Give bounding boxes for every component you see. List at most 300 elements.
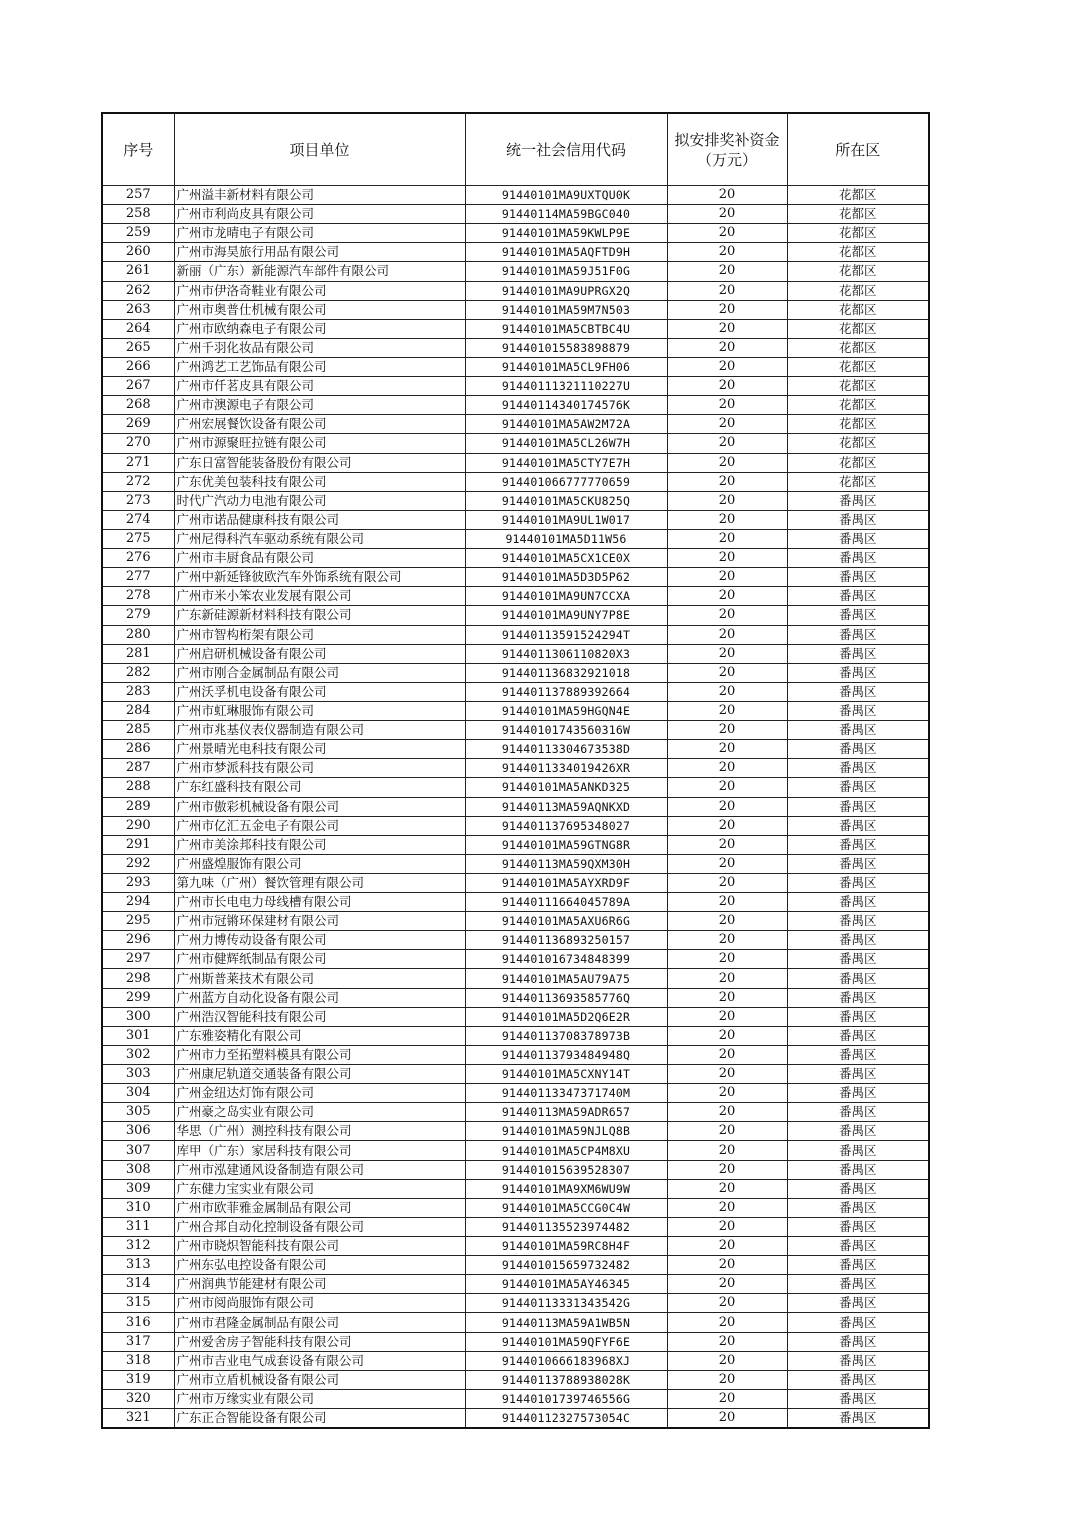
table-row — [102, 338, 929, 357]
table-row — [102, 510, 929, 529]
award-amount-cell: 20 — [667, 262, 787, 281]
serial-number-cell: 266 — [102, 357, 174, 376]
serial-number-cell: 308 — [102, 1160, 174, 1179]
serial-number-cell: 265 — [102, 338, 174, 357]
credit-code-cell: 914401015659732482 — [465, 1256, 667, 1275]
table-row — [102, 1313, 929, 1332]
award-amount-cell: 20 — [667, 950, 787, 969]
header-award-amount-line1: 拟安排奖补资金 — [674, 130, 780, 149]
district-cell: 花都区 — [787, 338, 929, 357]
project-unit-cell: 广州市利尚皮具有限公司 — [174, 205, 465, 224]
award-amount-cell: 20 — [667, 606, 787, 625]
serial-number-cell: 270 — [102, 434, 174, 453]
serial-number-cell: 274 — [102, 510, 174, 529]
serial-number-cell: 295 — [102, 912, 174, 931]
project-unit-cell: 广州市虹琳服饰有限公司 — [174, 701, 465, 720]
award-amount-cell: 20 — [667, 434, 787, 453]
table-row — [102, 1103, 929, 1122]
table-row — [102, 1389, 929, 1408]
table-row — [102, 835, 929, 854]
credit-code-cell: 91440111664045789A — [465, 893, 667, 912]
project-unit-cell: 广州合邦自动化控制设备有限公司 — [174, 1217, 465, 1236]
table-row — [102, 1370, 929, 1389]
serial-number-cell: 297 — [102, 950, 174, 969]
serial-number-cell: 312 — [102, 1237, 174, 1256]
serial-number-cell: 263 — [102, 300, 174, 319]
project-unit-cell: 广州市丰厨食品有限公司 — [174, 549, 465, 568]
project-unit-cell: 广州市欧菲雅金属制品有限公司 — [174, 1198, 465, 1217]
table-row — [102, 1045, 929, 1064]
district-cell: 番禺区 — [787, 1045, 929, 1064]
credit-code-cell: 91440114MA59BGC040 — [465, 205, 667, 224]
award-list-table — [101, 112, 930, 1429]
table-row — [102, 1256, 929, 1275]
district-cell: 番禺区 — [787, 1256, 929, 1275]
credit-code-cell: 91440113MA59ADR657 — [465, 1103, 667, 1122]
project-unit-cell: 广州金纽达灯饰有限公司 — [174, 1084, 465, 1103]
project-unit-cell: 广州启研机械设备有限公司 — [174, 644, 465, 663]
district-cell: 番禺区 — [787, 854, 929, 873]
project-unit-cell: 广州浩汉智能科技有限公司 — [174, 1007, 465, 1026]
district-cell: 番禺区 — [787, 1103, 929, 1122]
district-cell: 花都区 — [787, 396, 929, 415]
table-row — [102, 682, 929, 701]
table-row — [102, 205, 929, 224]
table-row — [102, 950, 929, 969]
table-row — [102, 625, 929, 644]
project-unit-cell: 广州市立盾机械设备有限公司 — [174, 1370, 465, 1389]
district-cell: 花都区 — [787, 415, 929, 434]
district-cell: 番禺区 — [787, 1217, 929, 1236]
credit-code-cell: 91440101MA9UXTQU0K — [465, 186, 667, 205]
award-amount-cell: 20 — [667, 205, 787, 224]
district-cell: 番禺区 — [787, 969, 929, 988]
serial-number-cell: 294 — [102, 893, 174, 912]
project-unit-cell: 广州市海昊旅行用品有限公司 — [174, 243, 465, 262]
credit-code-cell: 91440113788938028K — [465, 1370, 667, 1389]
project-unit-cell: 广州市冠锵环保建材有限公司 — [174, 912, 465, 931]
table-row — [102, 587, 929, 606]
table-row — [102, 1141, 929, 1160]
district-cell: 番禺区 — [787, 1332, 929, 1351]
district-cell: 番禺区 — [787, 529, 929, 548]
project-unit-cell: 广州沃孚机电设备有限公司 — [174, 682, 465, 701]
credit-code-cell: 914401016734848399 — [465, 950, 667, 969]
table-row — [102, 396, 929, 415]
credit-code-cell: 91440113347371740M — [465, 1084, 667, 1103]
district-cell: 番禺区 — [787, 1122, 929, 1141]
project-unit-cell: 广州市智构桁架有限公司 — [174, 625, 465, 644]
serial-number-cell: 303 — [102, 1065, 174, 1084]
district-cell: 番禺区 — [787, 1141, 929, 1160]
district-cell: 番禺区 — [787, 1351, 929, 1370]
award-amount-cell: 20 — [667, 243, 787, 262]
serial-number-cell: 288 — [102, 778, 174, 797]
credit-code-cell: 91440101MA5D11W56 — [465, 529, 667, 548]
table-row — [102, 778, 929, 797]
serial-number-cell: 317 — [102, 1332, 174, 1351]
district-cell: 番禺区 — [787, 510, 929, 529]
district-cell: 番禺区 — [787, 1160, 929, 1179]
table-row — [102, 759, 929, 778]
table-row — [102, 472, 929, 491]
table-row — [102, 873, 929, 892]
district-cell: 番禺区 — [787, 1237, 929, 1256]
project-unit-cell: 广州爱舍房子智能科技有限公司 — [174, 1332, 465, 1351]
table-row — [102, 243, 929, 262]
serial-number-cell: 301 — [102, 1026, 174, 1045]
district-cell: 花都区 — [787, 281, 929, 300]
table-row — [102, 529, 929, 548]
table-row — [102, 1179, 929, 1198]
project-unit-cell: 广州市欧纳森电子有限公司 — [174, 319, 465, 338]
district-cell: 番禺区 — [787, 721, 929, 740]
award-amount-cell: 20 — [667, 1122, 787, 1141]
table-row — [102, 644, 929, 663]
project-unit-cell: 广州市奥普仕机械有限公司 — [174, 300, 465, 319]
project-unit-cell: 广州千羽化妆品有限公司 — [174, 338, 465, 357]
project-unit-cell: 广州鸿艺工艺饰品有限公司 — [174, 357, 465, 376]
serial-number-cell: 291 — [102, 835, 174, 854]
award-amount-cell: 20 — [667, 663, 787, 682]
table-row — [102, 491, 929, 510]
table-row — [102, 1026, 929, 1045]
award-amount-cell: 20 — [667, 988, 787, 1007]
credit-code-cell: 91440101MA5CKU825Q — [465, 491, 667, 510]
award-amount-cell: 20 — [667, 931, 787, 950]
credit-code-cell: 91440101MA5CL9FH06 — [465, 357, 667, 376]
serial-number-cell: 272 — [102, 472, 174, 491]
credit-code-cell: 91440101MA59QFYF6E — [465, 1332, 667, 1351]
district-cell: 番禺区 — [787, 568, 929, 587]
credit-code-cell: 91440101MA5AQFTD9H — [465, 243, 667, 262]
award-amount-cell: 20 — [667, 224, 787, 243]
table-row — [102, 1160, 929, 1179]
award-amount-cell: 20 — [667, 396, 787, 415]
serial-number-cell: 315 — [102, 1294, 174, 1313]
credit-code-cell: 91440113591524294T — [465, 625, 667, 644]
project-unit-cell: 广州市仟茗皮具有限公司 — [174, 377, 465, 396]
credit-code-cell: 91440113793484948Q — [465, 1045, 667, 1064]
award-amount-cell: 20 — [667, 300, 787, 319]
project-unit-cell: 广州市吉业电气成套设备有限公司 — [174, 1351, 465, 1370]
district-cell: 番禺区 — [787, 1198, 929, 1217]
credit-code-cell: 91440101MA9UPRGX2Q — [465, 281, 667, 300]
award-amount-cell: 20 — [667, 701, 787, 720]
credit-code-cell: 91440101MA5D2Q6E2R — [465, 1007, 667, 1026]
district-cell: 番禺区 — [787, 1294, 929, 1313]
award-amount-cell: 20 — [667, 778, 787, 797]
serial-number-cell: 280 — [102, 625, 174, 644]
credit-code-cell: 914401137695348027 — [465, 816, 667, 835]
credit-code-cell: 91440101MA9XM6WU9W — [465, 1179, 667, 1198]
credit-code-cell: 91440101MA5CBTBC4U — [465, 319, 667, 338]
credit-code-cell: 91440101MA5CTY7E7H — [465, 453, 667, 472]
credit-code-cell: 914401015639528307 — [465, 1160, 667, 1179]
credit-code-cell: 91440101MA5AU79A75 — [465, 969, 667, 988]
district-cell: 花都区 — [787, 434, 929, 453]
project-unit-cell: 广州市万缘实业有限公司 — [174, 1389, 465, 1408]
district-cell: 番禺区 — [787, 816, 929, 835]
credit-code-cell: 91440113MA59A1WB5N — [465, 1313, 667, 1332]
table-row — [102, 415, 929, 434]
serial-number-cell: 260 — [102, 243, 174, 262]
serial-number-cell: 313 — [102, 1256, 174, 1275]
credit-code-cell: 91440101MA5AXU6R6G — [465, 912, 667, 931]
credit-code-cell: 91440101MA5CX1CE0X — [465, 549, 667, 568]
credit-code-cell: 91440101MA5CCG0C4W — [465, 1198, 667, 1217]
table-header-row — [102, 113, 929, 186]
table-row — [102, 357, 929, 376]
credit-code-cell: 91440101743560316W — [465, 721, 667, 740]
project-unit-cell: 广州市澳源电子有限公司 — [174, 396, 465, 415]
district-cell: 番禺区 — [787, 1370, 929, 1389]
district-cell: 番禺区 — [787, 1084, 929, 1103]
table-row — [102, 663, 929, 682]
award-amount-cell: 20 — [667, 1007, 787, 1026]
award-amount-cell: 20 — [667, 549, 787, 568]
district-cell: 番禺区 — [787, 701, 929, 720]
award-amount-cell: 20 — [667, 1351, 787, 1370]
serial-number-cell: 309 — [102, 1179, 174, 1198]
project-unit-cell: 广东健力宝实业有限公司 — [174, 1179, 465, 1198]
project-unit-cell: 广州市泓建通风设备制造有限公司 — [174, 1160, 465, 1179]
credit-code-cell: 91440101MA59J51F0G — [465, 262, 667, 281]
project-unit-cell: 广州润典节能建材有限公司 — [174, 1275, 465, 1294]
credit-code-cell: 914401137889392664 — [465, 682, 667, 701]
award-amount-cell: 20 — [667, 338, 787, 357]
district-cell: 花都区 — [787, 205, 929, 224]
project-unit-cell: 广东新硅源新材料科技有限公司 — [174, 606, 465, 625]
district-cell: 花都区 — [787, 224, 929, 243]
project-unit-cell: 广东优美包装科技有限公司 — [174, 472, 465, 491]
table-row — [102, 893, 929, 912]
serial-number-cell: 259 — [102, 224, 174, 243]
district-cell: 花都区 — [787, 243, 929, 262]
credit-code-cell: 91440101MA5CP4M8XU — [465, 1141, 667, 1160]
district-cell: 花都区 — [787, 186, 929, 205]
credit-code-cell: 91440101MA5AW2M72A — [465, 415, 667, 434]
project-unit-cell: 华思（广州）测控科技有限公司 — [174, 1122, 465, 1141]
serial-number-cell: 275 — [102, 529, 174, 548]
credit-code-cell: 91440101MA59RC8H4F — [465, 1237, 667, 1256]
serial-number-cell: 318 — [102, 1351, 174, 1370]
credit-code-cell: 91440113304673538D — [465, 740, 667, 759]
project-unit-cell: 广州市亿汇五金电子有限公司 — [174, 816, 465, 835]
project-unit-cell: 广州宏展餐饮设备有限公司 — [174, 415, 465, 434]
award-amount-cell: 20 — [667, 472, 787, 491]
header-credit-code: 统一社会信用代码 — [465, 113, 667, 186]
award-amount-cell: 20 — [667, 510, 787, 529]
serial-number-cell: 281 — [102, 644, 174, 663]
award-amount-cell: 20 — [667, 529, 787, 548]
project-unit-cell: 广州市君隆金属制品有限公司 — [174, 1313, 465, 1332]
serial-number-cell: 269 — [102, 415, 174, 434]
serial-number-cell: 319 — [102, 1370, 174, 1389]
serial-number-cell: 298 — [102, 969, 174, 988]
award-amount-cell: 20 — [667, 1332, 787, 1351]
award-amount-cell: 20 — [667, 1026, 787, 1045]
district-cell: 番禺区 — [787, 549, 929, 568]
table-row — [102, 969, 929, 988]
serial-number-cell: 257 — [102, 186, 174, 205]
district-cell: 番禺区 — [787, 1313, 929, 1332]
table-row — [102, 740, 929, 759]
district-cell: 番禺区 — [787, 491, 929, 510]
district-cell: 番禺区 — [787, 682, 929, 701]
district-cell: 番禺区 — [787, 587, 929, 606]
award-amount-cell: 20 — [667, 1160, 787, 1179]
table-row — [102, 721, 929, 740]
header-award-amount-line2: （万元） — [696, 150, 757, 169]
credit-code-cell: 914401066777770659 — [465, 472, 667, 491]
district-cell: 番禺区 — [787, 893, 929, 912]
credit-code-cell: 91440101MA9UL1W017 — [465, 510, 667, 529]
credit-code-cell: 91440114340174576K — [465, 396, 667, 415]
project-unit-cell: 广州康尼轨道交通装备有限公司 — [174, 1065, 465, 1084]
district-cell: 番禺区 — [787, 740, 929, 759]
award-amount-cell: 20 — [667, 1179, 787, 1198]
project-unit-cell: 广州景晴光电科技有限公司 — [174, 740, 465, 759]
district-cell: 番禺区 — [787, 835, 929, 854]
credit-code-cell: 91440113693585776Q — [465, 988, 667, 1007]
district-cell: 花都区 — [787, 357, 929, 376]
serial-number-cell: 273 — [102, 491, 174, 510]
award-amount-cell: 20 — [667, 1045, 787, 1064]
credit-code-cell: 91440113708378973B — [465, 1026, 667, 1045]
serial-number-cell: 287 — [102, 759, 174, 778]
serial-number-cell: 316 — [102, 1313, 174, 1332]
table-row — [102, 568, 929, 587]
serial-number-cell: 262 — [102, 281, 174, 300]
table-row — [102, 1332, 929, 1351]
credit-code-cell: 91440101MA5CXNY14T — [465, 1065, 667, 1084]
credit-code-cell: 91440113MA59AQNKXD — [465, 797, 667, 816]
project-unit-cell: 第九味（广州）餐饮管理有限公司 — [174, 873, 465, 892]
serial-number-cell: 296 — [102, 931, 174, 950]
award-amount-cell: 20 — [667, 453, 787, 472]
award-amount-cell: 20 — [667, 186, 787, 205]
table-row — [102, 1122, 929, 1141]
credit-code-cell: 91440101MA5D3D5P62 — [465, 568, 667, 587]
award-amount-cell: 20 — [667, 625, 787, 644]
serial-number-cell: 302 — [102, 1045, 174, 1064]
project-unit-cell: 库甲（广东）家居科技有限公司 — [174, 1141, 465, 1160]
serial-number-cell: 292 — [102, 854, 174, 873]
district-cell: 番禺区 — [787, 1409, 929, 1429]
award-amount-cell: 20 — [667, 1256, 787, 1275]
table-row — [102, 1065, 929, 1084]
table-row — [102, 1084, 929, 1103]
award-amount-cell: 20 — [667, 357, 787, 376]
district-cell: 番禺区 — [787, 606, 929, 625]
serial-number-cell: 289 — [102, 797, 174, 816]
serial-number-cell: 290 — [102, 816, 174, 835]
credit-code-cell: 91440101MA5ANKD325 — [465, 778, 667, 797]
district-cell: 花都区 — [787, 262, 929, 281]
table-row — [102, 606, 929, 625]
serial-number-cell: 268 — [102, 396, 174, 415]
credit-code-cell: 91440101MA59HGQN4E — [465, 701, 667, 720]
credit-code-cell: 91440101739746556G — [465, 1389, 667, 1408]
award-amount-cell: 20 — [667, 797, 787, 816]
serial-number-cell: 261 — [102, 262, 174, 281]
serial-number-cell: 279 — [102, 606, 174, 625]
serial-number-cell: 286 — [102, 740, 174, 759]
serial-number-cell: 284 — [102, 701, 174, 720]
header-district: 所在区 — [787, 113, 929, 186]
serial-number-cell: 293 — [102, 873, 174, 892]
district-cell: 番禺区 — [787, 1389, 929, 1408]
credit-code-cell: 91440101MA59NJLQ8B — [465, 1122, 667, 1141]
project-unit-cell: 广州市米小笨农业发展有限公司 — [174, 587, 465, 606]
header-serial-number: 序号 — [102, 113, 174, 186]
district-cell: 花都区 — [787, 472, 929, 491]
credit-code-cell: 9144010666183968XJ — [465, 1351, 667, 1370]
project-unit-cell: 广州豪之岛实业有限公司 — [174, 1103, 465, 1122]
table-row — [102, 434, 929, 453]
table-row — [102, 300, 929, 319]
award-amount-cell: 20 — [667, 1198, 787, 1217]
award-amount-cell: 20 — [667, 1313, 787, 1332]
table-row — [102, 912, 929, 931]
credit-code-cell: 91440101MA5AY46345 — [465, 1275, 667, 1294]
serial-number-cell: 282 — [102, 663, 174, 682]
table-row — [102, 453, 929, 472]
award-amount-cell: 20 — [667, 873, 787, 892]
table-row — [102, 1294, 929, 1313]
award-amount-cell: 20 — [667, 587, 787, 606]
serial-number-cell: 304 — [102, 1084, 174, 1103]
district-cell: 番禺区 — [787, 778, 929, 797]
project-unit-cell: 广州市刚合金属制品有限公司 — [174, 663, 465, 682]
award-amount-cell: 20 — [667, 281, 787, 300]
credit-code-cell: 91440101MA5CL26W7H — [465, 434, 667, 453]
project-unit-cell: 广州市健辉纸制品有限公司 — [174, 950, 465, 969]
credit-code-cell: 91440101MA59M7N503 — [465, 300, 667, 319]
award-amount-cell: 20 — [667, 1103, 787, 1122]
project-unit-cell: 广州市阅尚服饰有限公司 — [174, 1294, 465, 1313]
credit-code-cell: 914401136832921018 — [465, 663, 667, 682]
serial-number-cell: 267 — [102, 377, 174, 396]
project-unit-cell: 广州市源聚旺拉链有限公司 — [174, 434, 465, 453]
project-unit-cell: 广东日富智能装备股份有限公司 — [174, 453, 465, 472]
award-amount-cell: 20 — [667, 854, 787, 873]
table-row — [102, 377, 929, 396]
award-amount-cell: 20 — [667, 893, 787, 912]
district-cell: 番禺区 — [787, 1275, 929, 1294]
credit-code-cell: 914401135523974482 — [465, 1217, 667, 1236]
table-row — [102, 1409, 929, 1429]
serial-number-cell: 283 — [102, 682, 174, 701]
project-unit-cell: 广州市傲彩机械设备有限公司 — [174, 797, 465, 816]
credit-code-cell: 91440113MA59QXM30H — [465, 854, 667, 873]
district-cell: 番禺区 — [787, 950, 929, 969]
project-unit-cell: 广州市晓炽智能科技有限公司 — [174, 1237, 465, 1256]
district-cell: 番禺区 — [787, 931, 929, 950]
credit-code-cell: 91440101MA59KWLP9E — [465, 224, 667, 243]
table-row — [102, 931, 929, 950]
serial-number-cell: 311 — [102, 1217, 174, 1236]
district-cell: 花都区 — [787, 453, 929, 472]
award-amount-cell: 20 — [667, 740, 787, 759]
award-amount-cell: 20 — [667, 1141, 787, 1160]
award-amount-cell: 20 — [667, 1294, 787, 1313]
award-amount-cell: 20 — [667, 1084, 787, 1103]
award-amount-cell: 20 — [667, 1275, 787, 1294]
credit-code-cell: 91440111321110227U — [465, 377, 667, 396]
award-amount-cell: 20 — [667, 1217, 787, 1236]
